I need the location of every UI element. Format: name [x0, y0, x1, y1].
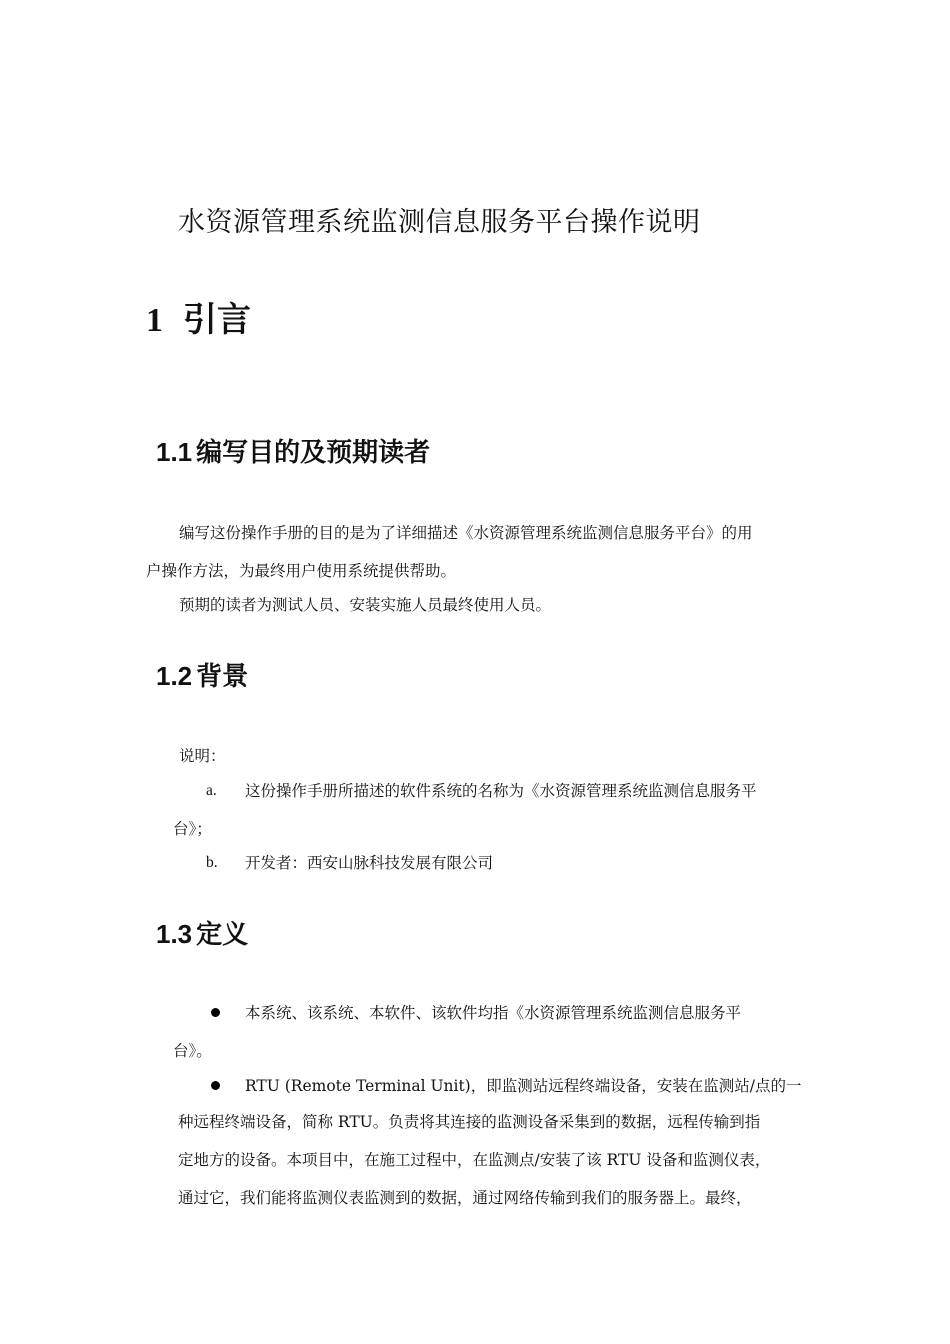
section-1-1-heading	[156, 432, 430, 469]
section-1-2-heading	[156, 656, 248, 693]
readers-paragraph: 预期的读者为测试人员、安装实施人员最终使用人员。	[179, 596, 552, 614]
bullet-dot-1	[211, 1008, 220, 1017]
section-1-1-number: 1.1	[156, 437, 193, 467]
list-marker-a: a.	[206, 782, 217, 799]
section-1-2-number: 1.2	[156, 661, 193, 691]
section-1-2-title: 背景	[196, 661, 249, 691]
section-1-number: 1	[146, 302, 163, 339]
list-marker-b: b.	[206, 854, 218, 871]
purpose-paragraph-line-2: 户操作方法，为最终用户使用系统提供帮助。	[146, 562, 457, 580]
section-1-1-title: 编写目的及预期读者	[196, 437, 431, 467]
definition-2-line-1: RTU (Remote Terminal Unit)，即监测站远程终端设备，安装在监测站/点的一	[245, 1077, 802, 1095]
definition-1-line-1: 本系统、该系统、本软件、该软件均指《水资源管理系统监测信息服务平	[245, 1004, 742, 1022]
definition-1-line-2: 台》。	[173, 1042, 212, 1060]
section-1-3-title: 定义	[196, 919, 249, 949]
section-1-3-heading	[156, 914, 248, 951]
section-1-3-number: 1.3	[156, 919, 193, 949]
purpose-paragraph-line-1: 编写这份操作手册的目的是为了详细描述《水资源管理系统监测信息服务平台》的用	[179, 524, 753, 542]
section-1-title: 引言	[183, 300, 251, 340]
bullet-dot-2	[211, 1081, 220, 1090]
list-item-a-line-1: 这份操作手册所描述的软件系统的名称为《水资源管理系统监测信息服务平	[245, 782, 757, 800]
background-intro: 说明：	[179, 747, 226, 765]
definition-2-line-3: 定地方的设备。本项目中，在施工过程中，在监测点/安装了该 RTU 设备和监测仪表，	[178, 1151, 771, 1169]
definition-2-line-4: 通过它，我们能将监测仪表监测到的数据，通过网络传输到我们的服务器上。最终，	[178, 1189, 752, 1207]
document-title: 水资源管理系统监测信息服务平台操作说明	[178, 207, 701, 238]
definition-2-line-2: 种远程终端设备，简称 RTU。负责将其连接的监测设备采集到的数据，远程传输到指	[178, 1113, 761, 1131]
list-item-a-line-2: 台》；	[173, 820, 212, 838]
section-1-heading	[146, 292, 251, 341]
list-item-b: 开发者：西安山脉科技发展有限公司	[245, 854, 494, 872]
